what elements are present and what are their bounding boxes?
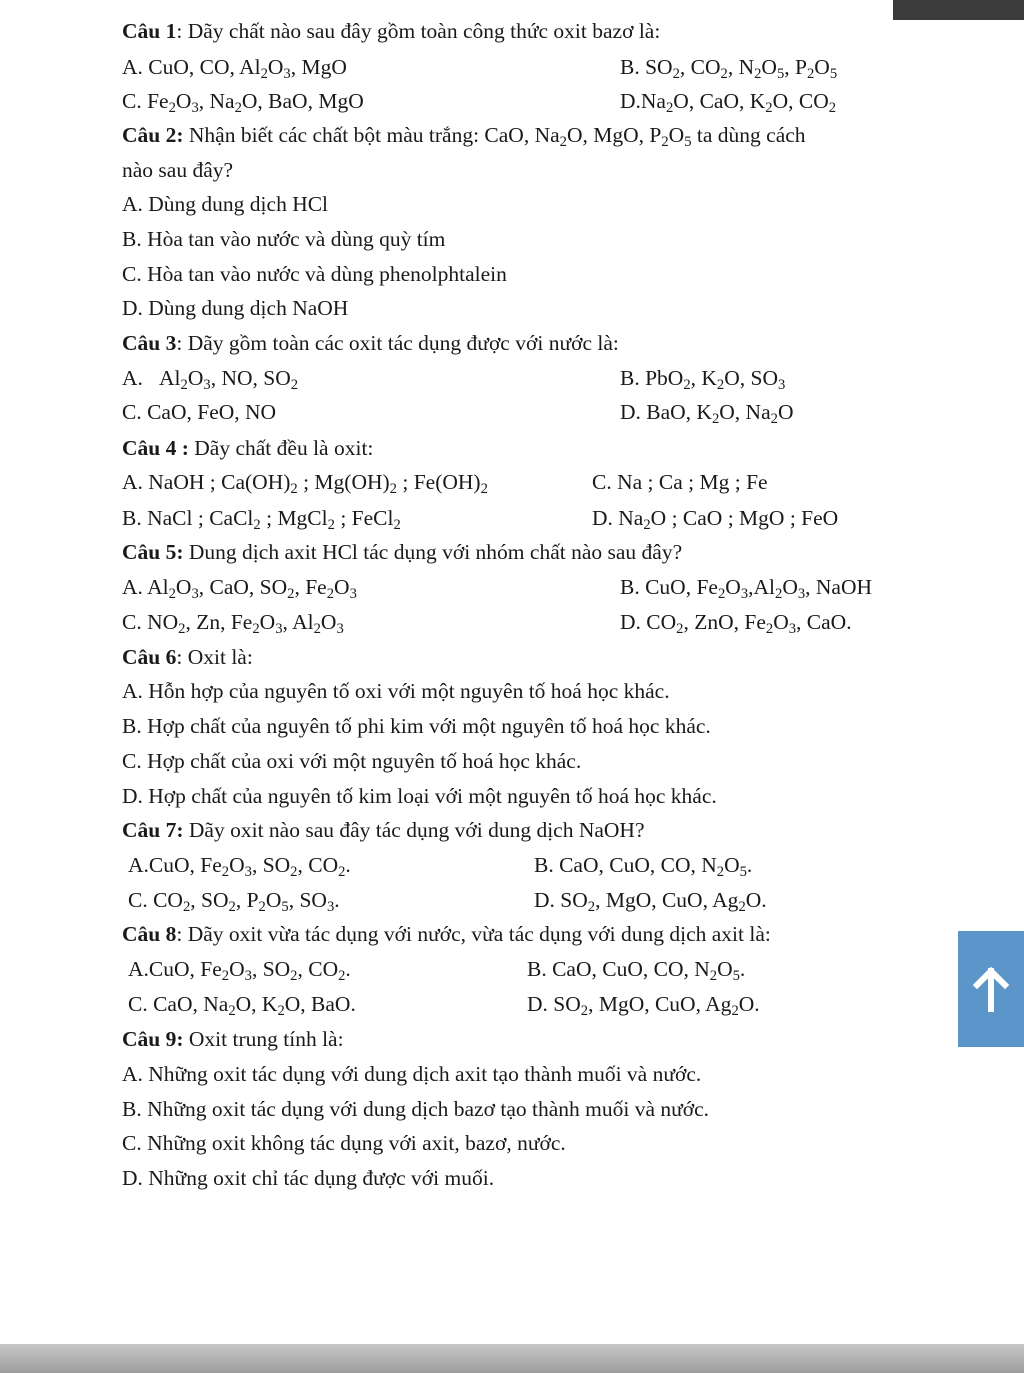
answer-option[interactable]: C. Na ; Ca ; Mg ; Fe <box>592 470 768 494</box>
question-label: Câu 1 <box>122 19 177 43</box>
answer-option[interactable]: D. $CO_2$, ZnO, $Fe_2O_3$, CaO. <box>620 610 852 638</box>
answer-option[interactable]: C. Hợp chất của oxi với một nguyên tố hoá học khác. <box>122 749 582 773</box>
answer-option[interactable]: C. Hòa tan vào nước và dùng phenolphtalein <box>122 262 507 286</box>
answer-option[interactable]: C. CaO, $Na_2O$, $K_2O$, BaO. <box>128 992 356 1020</box>
bottom-bar <box>0 1344 1024 1373</box>
answer-option[interactable]: A.CuO, $Fe_2O_3$, $SO_2$, $CO_2$. <box>128 957 351 985</box>
answer-option[interactable]: B. Hợp chất của nguyên tố phi kim với một nguyên tố hoá học khác. <box>122 714 711 738</box>
answer-option[interactable]: A. Dùng dung dịch HCl <box>122 192 329 216</box>
answer-option[interactable]: B. CaO, CuO, CO, $N_2O_5$. <box>527 957 746 985</box>
answer-option[interactable]: A. $Al_2O_3$, CaO, $SO_2$, $Fe_2O_3$ <box>122 575 357 603</box>
question-4 <box>122 435 373 461</box>
answer-option[interactable]: B. Những oxit tác dụng với dung dịch bazơ tạo thành muối và nước. <box>122 1097 710 1121</box>
answer-option[interactable]: B. NaCl ; CaCl$_2$ ; MgCl$_2$ ; FeCl$_2$ <box>122 506 401 534</box>
answer-option[interactable]: C. Những oxit không tác dụng với axit, bazơ, nước. <box>122 1131 566 1155</box>
answer-option[interactable]: C. $CO_2$, $SO_2$, $P_2O_5$, $SO_3$. <box>128 888 340 916</box>
question-text: Oxit trung tính là: <box>188 1027 344 1051</box>
question-text: Dãy chất nào sau đây gồm toàn công thức oxit bazơ là: <box>187 19 661 43</box>
question-label: Câu 4 : <box>122 436 189 460</box>
answer-option[interactable]: A.CuO, $Fe_2O_3$, $SO_2$, $CO_2$. <box>128 853 351 881</box>
question-text: Oxit là: <box>187 645 253 669</box>
question-label: Câu 9: <box>122 1027 184 1051</box>
answer-option[interactable]: D. Dùng dung dịch NaOH <box>122 296 349 320</box>
question-label: Câu 6 <box>122 645 177 669</box>
label-separator: : <box>176 922 188 946</box>
answer-option[interactable]: C. $NO_2$, Zn, $Fe_2O_3$, $Al_2O_3$ <box>122 610 344 638</box>
answer-option[interactable]: A. NaOH ; $Ca(OH)_2$ ; $Mg(OH)_2$ ; $Fe(OH)_2$ <box>122 470 488 498</box>
question-label: Câu 2: <box>122 123 184 147</box>
question-label: Câu 3 <box>122 331 177 355</box>
scroll-to-top-button[interactable] <box>958 931 1024 1047</box>
question-5 <box>122 539 682 565</box>
arrow-up-icon <box>971 965 1011 1013</box>
question-text: Dãy oxit nào sau đây tác dụng với dung dịch NaOH? <box>188 818 645 842</box>
question-1 <box>122 18 660 44</box>
label-separator: : <box>176 645 188 669</box>
question-3 <box>122 330 619 356</box>
question-9 <box>122 1026 344 1052</box>
answer-option[interactable]: C. $Fe_2O_3$, $Na_2O$, BaO, MgO <box>122 89 364 117</box>
answer-option[interactable]: A. Hỗn hợp của nguyên tố oxi với một nguyên tố hoá học khác. <box>122 679 670 703</box>
question-text: Dãy gồm toàn các oxit tác dụng được với nước là: <box>187 331 619 355</box>
question-text: Dãy oxit vừa tác dụng với nước, vừa tác dụng với dung dịch axit là: <box>187 922 771 946</box>
question-2 <box>122 122 806 151</box>
question-text: Dung dịch axit HCl tác dụng với nhóm chất nào sau đây? <box>188 540 683 564</box>
answer-option[interactable]: B. CaO, CuO, CO, $N_2O_5$. <box>534 853 753 881</box>
answer-option[interactable]: D. Hợp chất của nguyên tố kim loại với một nguyên tố hoá học khác. <box>122 784 717 808</box>
answer-option[interactable]: D. $SO_2$, MgO, CuO, $Ag_2O$. <box>527 992 760 1020</box>
label-separator: : <box>176 331 188 355</box>
question-6 <box>122 644 253 670</box>
question-text-continued: nào sau đây? <box>122 158 234 182</box>
answer-option[interactable]: D. $SO_2$, MgO, CuO, $Ag_2O$. <box>534 888 767 916</box>
answer-option[interactable]: A. Những oxit tác dụng với dung dịch axit tạo thành muối và nước. <box>122 1062 702 1086</box>
answer-option[interactable]: B. Hòa tan vào nước và dùng quỳ tím <box>122 227 446 251</box>
answer-option[interactable]: B. $SO_2$, $CO_2$, $N_2O_5$, $P_2O_5$ <box>620 55 838 83</box>
question-7 <box>122 817 645 843</box>
answer-option[interactable]: A. $Al_2O_3$, NO, $SO_2$ <box>122 366 299 394</box>
answer-option[interactable]: A. CuO, CO, $Al_2O_3$, MgO <box>122 55 347 83</box>
answer-option[interactable]: D. $Na_2O$ ; CaO ; MgO ; FeO <box>592 506 839 534</box>
answer-option[interactable]: D. Những oxit chỉ tác dụng được với muối. <box>122 1166 495 1190</box>
question-label: Câu 8 <box>122 922 177 946</box>
label-separator: : <box>176 19 188 43</box>
answer-option[interactable]: B. CuO, $Fe_2O_3,Al_2O_3$, NaOH <box>620 575 873 603</box>
answer-option[interactable]: D. BaO, $K_2O$, $Na_2O$ <box>620 400 794 428</box>
question-text: Dãy chất đều là oxit: <box>194 436 374 460</box>
answer-option[interactable]: B. PbO$_2$, $K_2O$, $SO_3$ <box>620 366 786 394</box>
question-8 <box>122 921 771 947</box>
question-label: Câu 7: <box>122 818 184 842</box>
question-label: Câu 5: <box>122 540 184 564</box>
question-text: Nhận biết các chất bột màu trắng: CaO, $Na_2O$, MgO, $P_2O_5$ ta dùng cách <box>188 123 806 151</box>
answer-option[interactable]: $D.Na_2O$, CaO, $K_2O$, $CO_2$ <box>620 89 837 117</box>
answer-option[interactable]: C. CaO, FeO, NO <box>122 400 277 424</box>
